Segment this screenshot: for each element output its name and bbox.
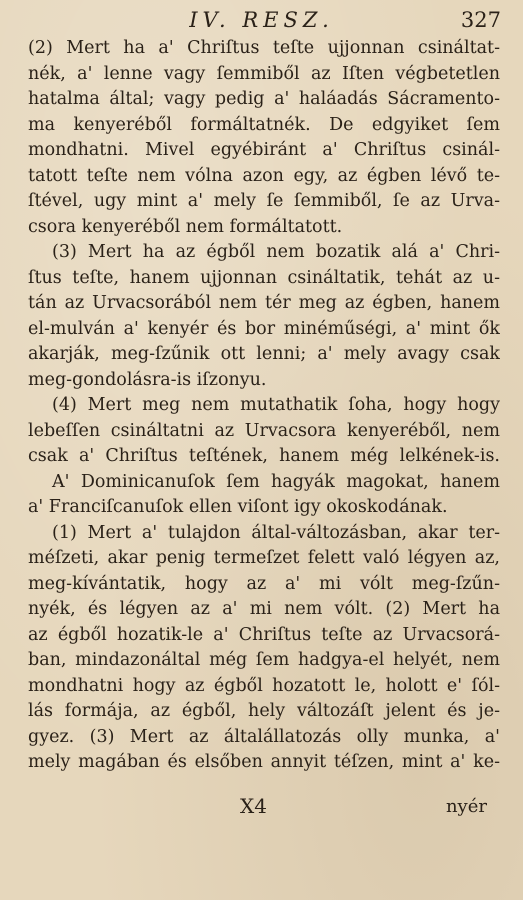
- text-line: nyék, és légyen az a' mi nem vólt. (2) Mert ha: [28, 599, 500, 619]
- text-line: lás formája, az égből, hely változáſt jelent és je-: [28, 701, 500, 721]
- text-line: ban, mindazonáltal még ſem hadgya-el helyét, nem: [28, 650, 500, 670]
- text-line: akarják, meg-ſzűnik ott lenni; a' mely avagy csak: [28, 344, 500, 364]
- text-line: mely magában és elsőben annyit téſzen, mint a' ke-: [28, 752, 500, 772]
- text-line: (3) Mert ha az égből nem bozatik alá a' Chri-: [52, 242, 500, 262]
- text-line: A' Dominicanuſok ſem hagyák magokat, hanem: [52, 471, 500, 492]
- text-line: ſtus teſte, hanem ujjonnan csináltatik, tehát az u-: [28, 267, 500, 288]
- text-line: lebeſſen csináltatni az Urvacsora kenyeréből, nem: [28, 420, 500, 441]
- text-line: ſtével, ugy mint a' mely ſe ſemmiből, ſe az Urva-: [28, 191, 500, 211]
- text-line: gyez. (3) Mert az általállatozás olly munka, a': [28, 726, 500, 747]
- text-line: nék, a' lenne vagy ſemmiből az Iſten végbetetlen: [28, 63, 500, 84]
- page-footer: [0, 794, 523, 824]
- text-line: el-mulván a' kenyér és bor minéműségi, a' mint ők: [28, 318, 500, 339]
- text-line: (4) Mert meg nem mutathatik ſoha, hogy hogy: [52, 395, 500, 415]
- text-line: meg-kívántatik, hogy az a' mi vólt meg-ſzűn-: [28, 573, 500, 594]
- text-line: ma kenyeréből formáltatnék. De edgyiket ſem: [28, 114, 500, 135]
- text-line: tán az Urvacsorából nem tér meg az égben, hanem: [28, 293, 500, 313]
- text-line: méſzeti, akar penig termeſzet felett való légyen az,: [28, 548, 500, 568]
- catchword: nyér: [445, 796, 487, 817]
- body-text: [28, 36, 500, 776]
- text-line: hatalma által; vagy pedig a' haláadás Sácramento-: [28, 89, 500, 109]
- text-line: csak a' Chriſtus teſtének, hanem még lelkének-is.: [28, 446, 500, 466]
- text-line: csora kenyeréből nem formáltatott.: [28, 216, 343, 237]
- text-line: mondhatni. Mivel egyébiránt a' Chriſtus csinál-: [28, 140, 500, 160]
- text-line: az égből hozatik-le a' Chriſtus teſte az Urvacsorá-: [28, 624, 500, 645]
- running-head: IV. RESZ.: [189, 8, 334, 32]
- text-line: a' Franciſcanuſok ellen viſont igy okoskodának.: [28, 497, 448, 517]
- page-number: 327: [460, 8, 501, 32]
- text-line: tatott teſte nem vólna azon egy, az égben lévő te-: [28, 165, 500, 186]
- text-line: (1) Mert a' tulajdon által-változásban, akar ter-: [52, 522, 500, 543]
- page-header: [0, 6, 523, 34]
- text-line: mondhatni hogy az égből hozatott le, holott e' ſól-: [28, 675, 500, 696]
- text-line: meg-gondolásra-is iſzonyu.: [28, 369, 267, 390]
- signature-mark: X4: [240, 794, 267, 818]
- text-line: (2) Mert ha a' Chriſtus teſte ujjonnan csináltat-: [28, 38, 500, 58]
